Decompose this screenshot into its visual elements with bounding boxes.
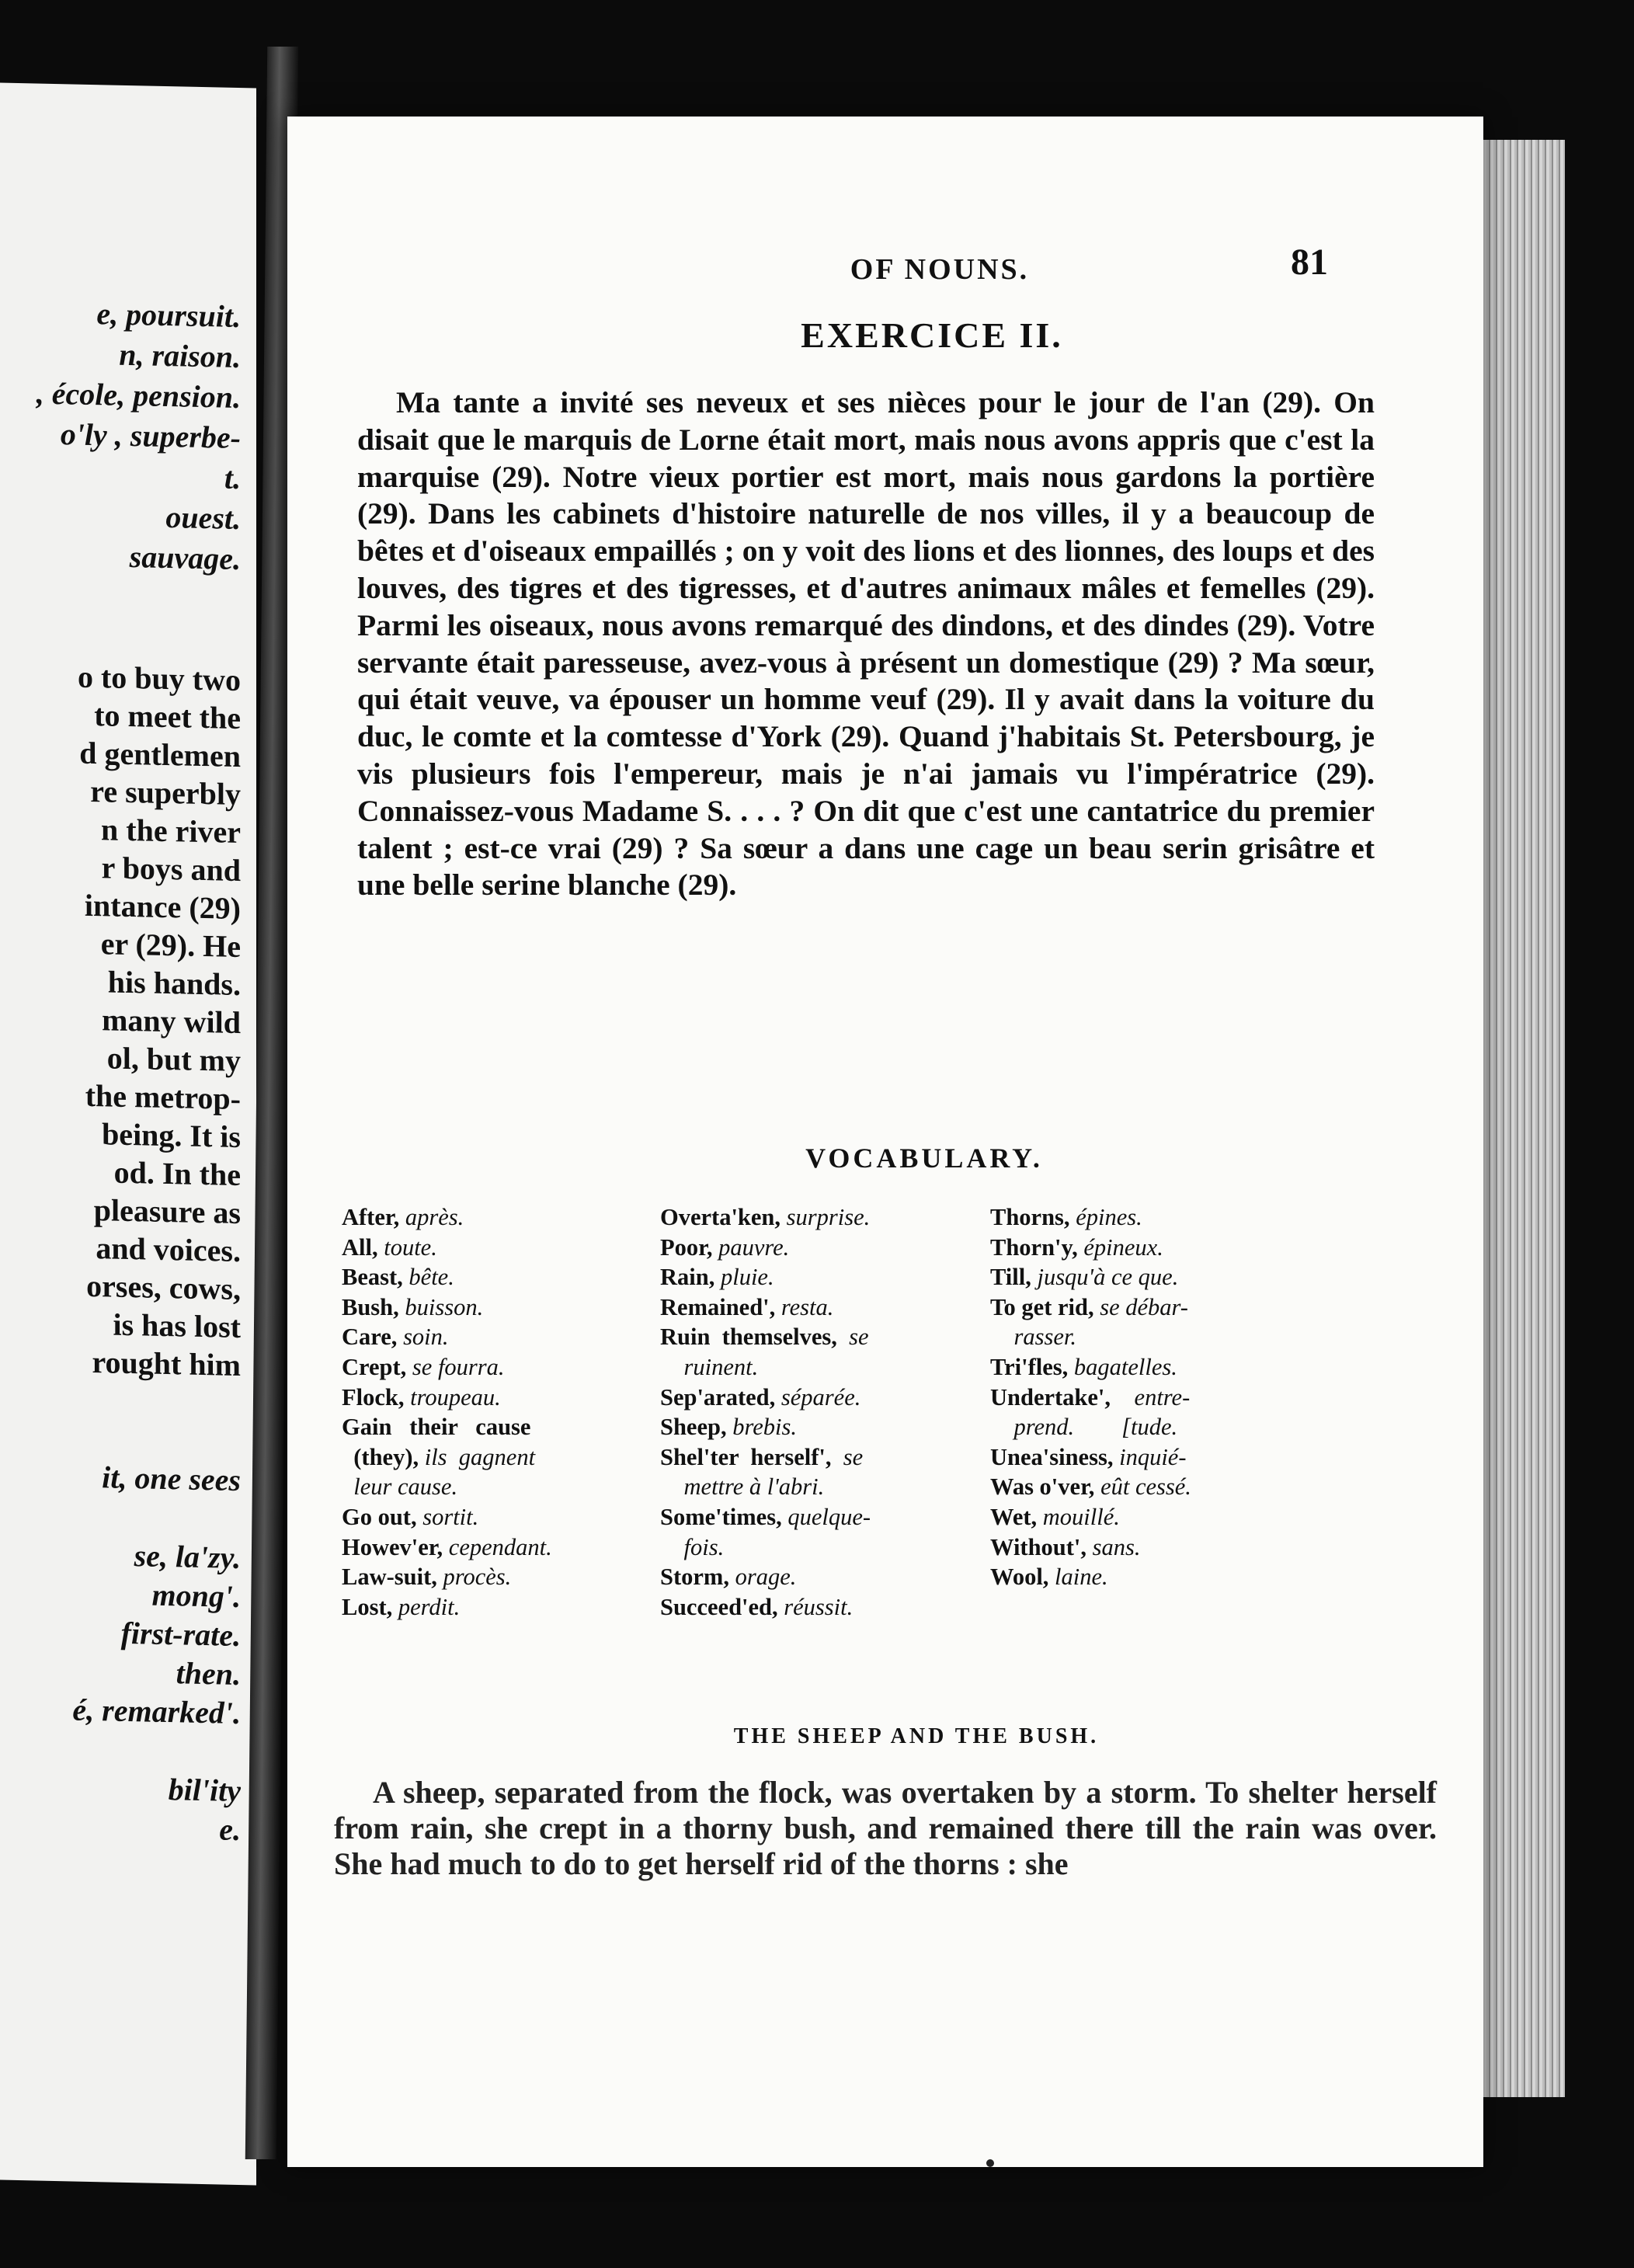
book-page [287, 117, 1483, 2167]
previous-page [0, 83, 256, 2186]
vocabulary-entry [660, 1322, 986, 1352]
left-page-line: é, remarked'. [72, 1692, 241, 1731]
vocabulary-french: épineux. [1083, 1233, 1163, 1261]
vocabulary-english: Undertake', [990, 1383, 1135, 1411]
page-edges [1479, 140, 1565, 2097]
vocabulary-french: quelque- [787, 1503, 871, 1530]
left-page-line: e, poursuit. [96, 296, 241, 335]
left-page-line: od. In the [113, 1154, 241, 1193]
vocabulary-french: épines. [1076, 1204, 1142, 1230]
vocabulary-english [990, 1324, 1014, 1350]
left-page-line: o'ly , superbe- [60, 416, 241, 456]
vocabulary-english: Poor, [660, 1233, 719, 1261]
vocabulary-entry [990, 1352, 1316, 1383]
vocabulary-entry [990, 1532, 1316, 1563]
vocabulary-french: resta. [780, 1293, 834, 1320]
vocabulary-french: séparée. [780, 1383, 861, 1411]
vocabulary-entry [660, 1502, 986, 1532]
vocabulary-entry [660, 1592, 986, 1623]
exercise-title: EXERCICE II. [801, 315, 1063, 355]
vocabulary-french: se fourra. [412, 1353, 505, 1380]
vocabulary-entry [342, 1442, 668, 1473]
vocabulary-entry [660, 1442, 986, 1473]
vocabulary-entry [342, 1412, 668, 1442]
vocabulary-entry [342, 1202, 668, 1233]
left-page-line: r boys and [101, 850, 241, 889]
vocabulary-english: Shel'ter herself', [660, 1443, 843, 1470]
vocabulary-column-2 [660, 1202, 986, 1622]
vocabulary-english: Tri'fles, [990, 1353, 1074, 1380]
left-page-line: first-rate. [120, 1615, 241, 1654]
left-page-line: er (29). He [100, 926, 241, 965]
vocabulary-english [660, 1534, 684, 1560]
vocabulary-french: se débar- [1100, 1293, 1188, 1320]
vocabulary-french: après. [405, 1204, 464, 1230]
left-page-line: n the river [101, 812, 241, 850]
vocabulary-entry [660, 1202, 986, 1233]
running-head: OF NOUNS. [850, 253, 1030, 286]
left-page-line: the metrop- [85, 1077, 241, 1117]
left-page-line: sauvage. [129, 539, 241, 577]
left-page-line: ouest. [165, 499, 241, 537]
left-page-line: being. It is [102, 1116, 241, 1155]
vocabulary-french: sans. [1092, 1533, 1141, 1560]
vocabulary-english: Ruin themselves, [660, 1324, 850, 1351]
vocabulary-french: procès. [443, 1564, 512, 1591]
left-page-line: rought him [92, 1344, 241, 1383]
vocabulary-entry [660, 1412, 986, 1442]
vocabulary-french: pauvre. [718, 1233, 790, 1261]
vocabulary-entry [990, 1502, 1316, 1532]
vocabulary-entry [342, 1472, 668, 1502]
left-page-line: t. [224, 460, 241, 496]
vocabulary-entry [342, 1322, 668, 1352]
vocabulary-entry [990, 1322, 1316, 1352]
vocabulary-english: Beast, [342, 1264, 409, 1291]
vocabulary-entry [342, 1233, 668, 1263]
vocabulary-english [990, 1414, 1014, 1440]
vocabulary-entry [342, 1532, 668, 1563]
vocabulary-entry [342, 1292, 668, 1323]
vocabulary-english: Some'times, [660, 1503, 788, 1530]
vocabulary-french: bête. [408, 1264, 454, 1291]
vocabulary-french: surprise. [786, 1204, 871, 1230]
story-title: THE SHEEP AND THE BUSH. [733, 1724, 1100, 1748]
vocabulary-french: pluie. [720, 1264, 774, 1291]
vocabulary-english: Succeed'ed, [660, 1593, 784, 1620]
exercise-text [357, 384, 1375, 904]
vocabulary-entry [990, 1202, 1316, 1233]
vocabulary-french: eût cessé. [1100, 1473, 1191, 1501]
vocabulary-english: Storm, [660, 1564, 735, 1591]
vocabulary-french: inquié- [1119, 1443, 1187, 1470]
vocabulary-english: Rain, [660, 1264, 721, 1291]
vocabulary-french: prend. [tude. [1013, 1414, 1178, 1441]
vocabulary-english: Thorn'y, [990, 1233, 1084, 1261]
left-page-line: mong'. [151, 1577, 241, 1615]
story-text [334, 1775, 1437, 1882]
left-page-line: ol, but my [106, 1040, 241, 1079]
story-paragraph: A sheep, separated from the flock, was overtaken by a storm. To shelter herself from rain, she crept in a thorny bush, and remained there till the rain was over. She had much to do to get herself rid of the thorns : she [334, 1775, 1437, 1881]
vocabulary-english: Bush, [342, 1293, 405, 1320]
vocabulary-french: entre- [1134, 1383, 1191, 1411]
vocabulary-column-3 [990, 1202, 1316, 1592]
vocabulary-entry [660, 1352, 986, 1383]
vocabulary-entry [660, 1292, 986, 1323]
vocabulary-english: Overta'ken, [660, 1204, 787, 1230]
vocabulary-entry [660, 1532, 986, 1563]
vocabulary-english [342, 1473, 353, 1500]
vocabulary-french: rasser. [1013, 1324, 1077, 1351]
vocabulary-english: Howev'er, [342, 1533, 449, 1560]
vocabulary-french: ruinent. [683, 1353, 759, 1380]
vocabulary-english: Remained', [660, 1293, 781, 1320]
vocabulary-french: perdit. [398, 1593, 461, 1620]
vocabulary-entry [990, 1292, 1316, 1323]
vocabulary-entry [342, 1262, 668, 1292]
left-page-line: o to buy two [77, 659, 241, 698]
vocabulary-entry [342, 1383, 668, 1413]
vocabulary-english: Thorns, [990, 1204, 1076, 1230]
vocabulary-english: Without', [990, 1533, 1093, 1560]
vocabulary-entry [660, 1383, 986, 1413]
vocabulary-entry [660, 1262, 986, 1292]
left-page-line: , école, pension. [36, 375, 241, 416]
vocabulary-french: bagatelles. [1073, 1353, 1177, 1380]
vocabulary-french: laine. [1055, 1564, 1108, 1591]
vocabulary-french: mouillé. [1042, 1503, 1120, 1530]
vocabulary-english: Gain their cause [342, 1414, 531, 1441]
vocabulary-french: brebis. [732, 1414, 797, 1441]
vocabulary-entry [342, 1352, 668, 1383]
vocabulary-english: Law-suit, [342, 1564, 443, 1591]
vocabulary-entry [990, 1233, 1316, 1263]
vocabulary-english: Unea'siness, [990, 1443, 1120, 1470]
left-page-line: then. [176, 1655, 241, 1692]
ink-dot [986, 2159, 994, 2167]
vocabulary-french: se [843, 1443, 864, 1470]
left-page-line: is has lost [113, 1306, 241, 1345]
vocabulary-heading: VOCABULARY. [805, 1143, 1043, 1174]
vocabulary-entry [660, 1472, 986, 1502]
vocabulary-english: Till, [990, 1264, 1038, 1291]
vocabulary-english: Sep'arated, [660, 1383, 781, 1411]
vocabulary-entry [990, 1412, 1316, 1442]
left-page-line: n, raison. [119, 336, 241, 375]
vocabulary-english: Wool, [990, 1564, 1055, 1591]
vocabulary-entry [990, 1562, 1316, 1592]
left-page-line: intance (29) [84, 887, 241, 927]
left-page-line: e. [219, 1811, 241, 1848]
vocabulary-entry [990, 1442, 1316, 1473]
vocabulary-french: fois. [683, 1533, 725, 1560]
vocabulary-french: réussit. [784, 1593, 854, 1620]
vocabulary-english [660, 1473, 684, 1500]
exercise-paragraph: Ma tante a invité ses neveux et ses nièces pour le jour de l'an (29). On disait que le marquis de Lorne était mort, mais nous avons appris que c'est la marquise (29). Notre vieux portier est mort, mais nous gardons la portière (29). Dans les cabinets d'histoire naturelle de nos villes, il y a beaucoup de bêtes et d'oiseaux empaillés ; on y voit des lions et des lionnes, des loups et des louves, des tigres et des tigresses, et d'autres animaux mâles et femelles (29). Parmi les oiseaux, nous avons remarqué des dindons, et des dindes (29). Votre servante était paresseuse, avez-vous à présent un domestique (29) ? Ma sœur, qui était veuve, va épouser un homme veuf (29). Il y avait dans la voiture du duc, le comte et la comtesse d'York (29). Quand j'habitais St. Petersbourg, je vis plusieurs fois l'empereur, mais je n'ai jamais vu l'impératrice (29). Connaissez-vous Madame S. . . . ? On dit que c'est une cantatrice du premier talent ; est-ce vrai (29) ? Sa sœur a dans une cage un beau serin grisâtre et une belle serine blanche (29). [357, 385, 1375, 903]
vocabulary-english: Was o'ver, [990, 1473, 1101, 1501]
vocabulary-english: After, [342, 1204, 405, 1230]
vocabulary-french: leur cause. [353, 1473, 458, 1501]
vocabulary-french: soin. [403, 1324, 449, 1351]
vocabulary-french: toute. [384, 1233, 437, 1261]
vocabulary-english: To get rid, [990, 1293, 1100, 1320]
page-number: 81 [1291, 242, 1328, 283]
vocabulary-english: Sheep, [660, 1414, 733, 1441]
vocabulary-english: Flock, [342, 1383, 411, 1411]
left-page-line: re superbly [90, 773, 241, 812]
left-page-line: pleasure as [93, 1192, 241, 1231]
left-page-line: bil'ity [168, 1772, 241, 1809]
vocabulary-english: All, [342, 1233, 384, 1261]
vocabulary-french: jusqu'à ce que. [1037, 1264, 1179, 1291]
vocabulary-english: Care, [342, 1324, 404, 1351]
left-page-line: many wild [102, 1002, 241, 1041]
vocabulary-english: Crept, [342, 1353, 412, 1380]
vocabulary-french: sortit. [422, 1503, 479, 1530]
vocabulary-english: Lost, [342, 1593, 398, 1620]
vocabulary-column-1 [342, 1202, 668, 1622]
left-page-line: se, la'zy. [134, 1538, 241, 1576]
vocabulary-french: mettre à l'abri. [683, 1473, 825, 1501]
left-page-line: his hands. [107, 964, 241, 1003]
vocabulary-entry [342, 1592, 668, 1623]
vocabulary-french: se [849, 1324, 869, 1351]
vocabulary-entry [342, 1502, 668, 1532]
vocabulary-french: orage. [735, 1564, 797, 1591]
left-page-line: orses, cows, [86, 1268, 241, 1307]
vocabulary-english: Wet, [990, 1503, 1043, 1530]
vocabulary-entry [990, 1383, 1316, 1413]
vocabulary-english: Go out, [342, 1503, 423, 1530]
vocabulary-entry [990, 1472, 1316, 1502]
left-page-line: to meet the [94, 697, 241, 736]
vocabulary-french: buisson. [405, 1293, 484, 1320]
vocabulary-entry [660, 1233, 986, 1263]
vocabulary-entry [660, 1562, 986, 1592]
left-page-line: d gentlemen [79, 735, 241, 774]
left-page-line: it, one sees [102, 1459, 241, 1498]
vocabulary-english: (they), [342, 1443, 425, 1470]
vocabulary-english [660, 1354, 684, 1380]
vocabulary-entry [990, 1262, 1316, 1292]
vocabulary-french: cependant. [448, 1533, 552, 1560]
vocabulary-entry [342, 1562, 668, 1592]
vocabulary-french: ils gagnent [424, 1443, 536, 1470]
left-page-line: and voices. [96, 1230, 241, 1269]
vocabulary-french: troupeau. [410, 1383, 501, 1411]
